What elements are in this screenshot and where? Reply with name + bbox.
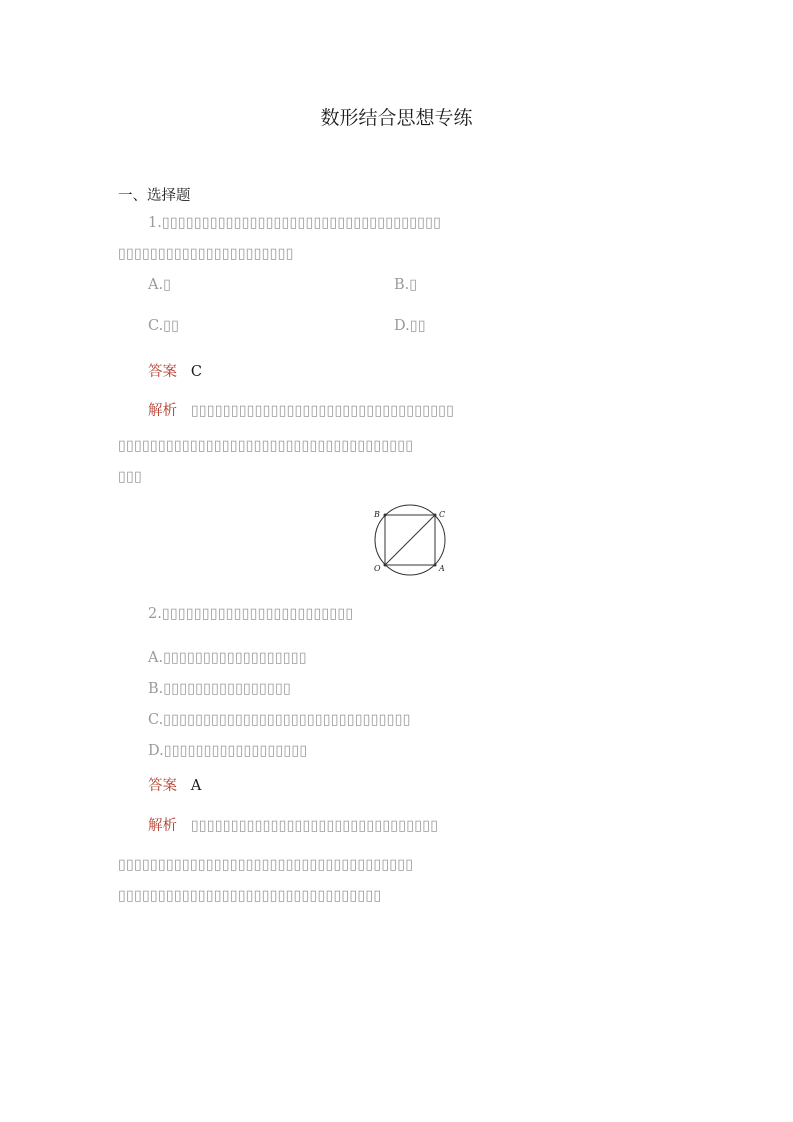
q1-analysis-line-1: [148, 399, 678, 420]
q1-stem-line-1: [148, 215, 678, 231]
q2-option-c-text: C.▯▯▯▯▯▯▯▯▯▯▯▯▯▯▯▯▯▯▯▯▯▯▯▯▯▯▯▯▯▯▯: [148, 712, 411, 728]
label-o: O: [374, 564, 381, 573]
point-o: [384, 564, 387, 567]
section-heading: 一、选择题: [118, 188, 191, 204]
q1-option-b: [394, 277, 417, 293]
point-b: [384, 514, 387, 517]
label-c: C: [439, 510, 446, 519]
q1-stem-text-1: 1.▯▯▯▯▯▯▯▯▯▯▯▯▯▯▯▯▯▯▯▯▯▯▯▯▯▯▯▯▯▯▯▯▯▯▯: [148, 215, 442, 231]
q2-analysis-text-3: ▯▯▯▯▯▯▯▯▯▯▯▯▯▯▯▯▯▯▯▯▯▯▯▯▯▯▯▯▯▯▯▯▯: [118, 888, 382, 904]
q2-analysis-text-2: ▯▯▯▯▯▯▯▯▯▯▯▯▯▯▯▯▯▯▯▯▯▯▯▯▯▯▯▯▯▯▯▯▯▯▯▯▯: [118, 857, 414, 873]
q1-answer-value: C: [190, 364, 202, 380]
q2-answer-value: A: [190, 778, 202, 794]
q2-analysis-line-2: [118, 857, 678, 873]
q2-analysis-label: 解析: [148, 818, 177, 834]
q2-stem-text: 2.▯▯▯▯▯▯▯▯▯▯▯▯▯▯▯▯▯▯▯▯▯▯▯▯: [148, 606, 354, 622]
q2-answer-label: 答案: [148, 778, 177, 794]
q2-analysis-line-1: [148, 814, 678, 835]
q2-option-a-text: A.▯▯▯▯▯▯▯▯▯▯▯▯▯▯▯▯▯▯: [148, 650, 307, 666]
q2-option-c: [148, 712, 678, 728]
q1-option-b-text: B.▯: [394, 277, 418, 293]
label-b: B: [374, 510, 380, 519]
q1-analysis-text-3: ▯▯▯: [118, 469, 142, 485]
q2-option-b: [148, 681, 678, 697]
q1-answer: [148, 360, 678, 381]
point-a: [434, 564, 437, 567]
q1-answer-label: 答案: [148, 364, 177, 380]
q1-stem-text-2: ▯▯▯▯▯▯▯▯▯▯▯▯▯▯▯▯▯▯▯▯▯▯: [118, 246, 294, 262]
q2-option-b-text: B.▯▯▯▯▯▯▯▯▯▯▯▯▯▯▯▯: [148, 681, 291, 697]
q1-option-d: [394, 318, 426, 334]
q1-analysis-line-2: [118, 438, 678, 454]
q1-analysis-text-1: ▯▯▯▯▯▯▯▯▯▯▯▯▯▯▯▯▯▯▯▯▯▯▯▯▯▯▯▯▯▯▯▯▯: [190, 403, 455, 419]
q1-analysis-label: 解析: [148, 403, 177, 419]
page-title: 数形结合思想专练: [320, 107, 473, 129]
q2-answer: [148, 774, 678, 795]
q2-option-a: [148, 650, 678, 666]
q2-option-d-text: D.▯▯▯▯▯▯▯▯▯▯▯▯▯▯▯▯▯▯: [148, 743, 308, 759]
q2-stem: [148, 606, 678, 622]
q1-option-c-text: C.▯▯: [148, 318, 180, 334]
label-a: A: [439, 564, 445, 573]
point-c: [434, 514, 437, 517]
q1-analysis-line-3: [118, 469, 678, 485]
q1-option-a-text: A.▯: [148, 277, 172, 293]
q1-analysis-text-2: ▯▯▯▯▯▯▯▯▯▯▯▯▯▯▯▯▯▯▯▯▯▯▯▯▯▯▯▯▯▯▯▯▯▯▯▯▯: [118, 438, 414, 454]
q1-option-d-text: D.▯▯: [394, 318, 426, 334]
circle-square-figure: [366, 504, 456, 580]
q1-stem-line-2: [118, 246, 678, 262]
q2-analysis-line-3: [118, 888, 678, 904]
q2-analysis-text-1: ▯▯▯▯▯▯▯▯▯▯▯▯▯▯▯▯▯▯▯▯▯▯▯▯▯▯▯▯▯▯▯: [190, 818, 439, 834]
figure-diagonal: [385, 515, 435, 565]
q2-option-d: [148, 743, 678, 759]
